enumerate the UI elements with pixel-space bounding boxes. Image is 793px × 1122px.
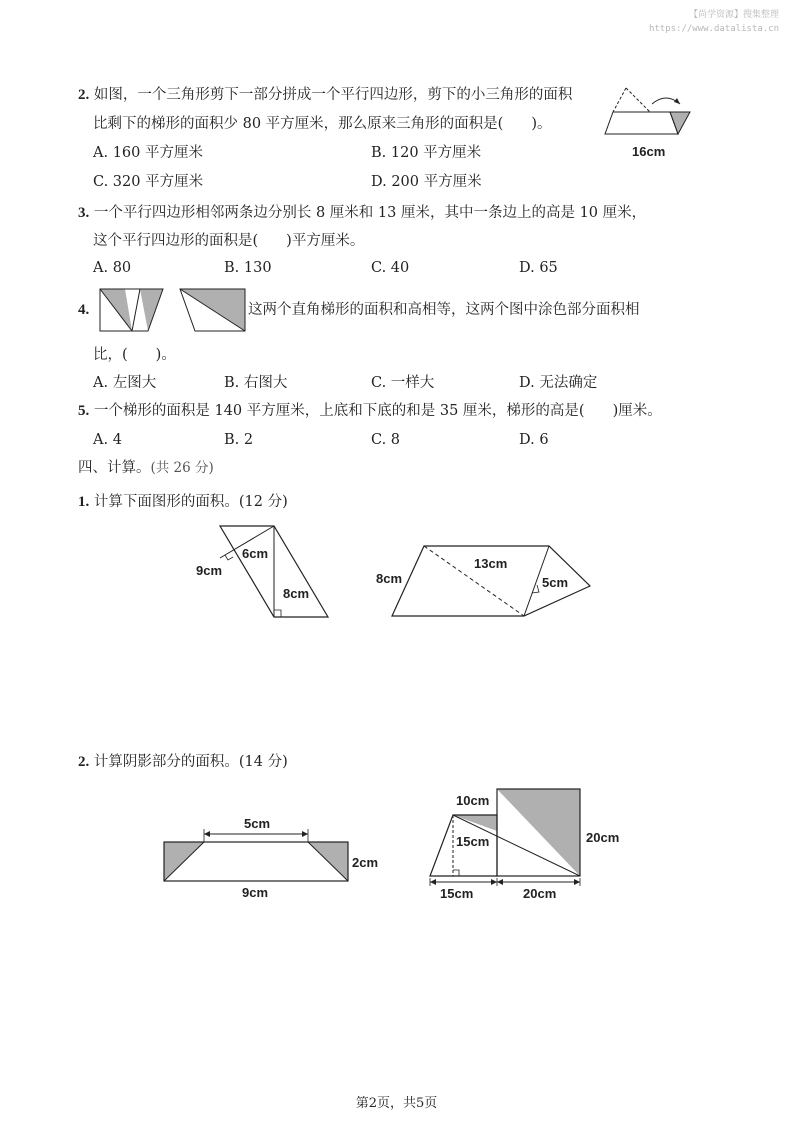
calc2-label-10cm: 10cm [456, 793, 490, 808]
q4-option-a: A. 左图大 [93, 375, 157, 391]
calc1-label-8cm: 8cm [283, 586, 310, 601]
watermark-line1: 【尚学资源】搜集整理 [688, 10, 779, 20]
calc2-figure-square [420, 780, 640, 905]
calc2-label-20cm-side: 20cm [586, 830, 620, 845]
calc2-label-15cm-base: 15cm [440, 886, 474, 901]
calc1-label-5cm: 5cm [542, 575, 569, 590]
calc2-label-2cm: 2cm [352, 855, 379, 870]
calc1-label-6cm: 6cm [242, 546, 269, 561]
q4-figures [95, 287, 255, 337]
q3-option-b: B. 130 [224, 260, 272, 276]
calc2-square-shaded [497, 789, 580, 876]
calc1-line [78, 492, 288, 512]
q5-option-c: C. 8 [371, 432, 401, 448]
calc2-dim-arrow-1 [430, 879, 436, 885]
q2-number: 2. [78, 87, 90, 103]
q2-line2 [93, 114, 552, 134]
q2-option-c: C. 320 平方厘米 [93, 174, 204, 190]
calc1-figure-trapezoid [374, 540, 594, 620]
q2-dashed-left [613, 88, 626, 112]
q2-line1 [78, 85, 572, 105]
q4-option-d: D. 无法确定 [519, 375, 598, 391]
calc2-right-angle [453, 870, 459, 876]
calc2-number: 2. [78, 754, 90, 770]
watermark [649, 8, 779, 36]
watermark-line2: https://www.datalista.cn [648, 24, 779, 34]
calc1-label-9cm: 9cm [196, 563, 223, 578]
calc1-label-8cm-b: 8cm [376, 571, 403, 586]
q4-line2 [93, 345, 176, 365]
calc1-number: 1. [78, 494, 90, 510]
q4-text-line2: 比，( [93, 347, 128, 363]
q3-line2 [93, 231, 364, 251]
section4-heading [78, 458, 214, 478]
q3-option-a: A. 80 [93, 260, 132, 276]
calc2-dim-arrow-2 [491, 879, 497, 885]
q3-number: 3. [78, 205, 90, 221]
calc2-small-shaded [453, 815, 497, 831]
q2-label-16cm: 16cm [632, 144, 666, 159]
q4-left-line-b [132, 289, 140, 331]
calc1-right-angle-2 [274, 610, 281, 617]
calc2-label-5cm: 5cm [244, 816, 271, 831]
calc2-dim-arrow-4 [574, 879, 580, 885]
calc2-figure-rectangle [158, 812, 388, 902]
q2-option-d: D. 200 平方厘米 [371, 174, 482, 190]
q2-text-line2: 比剩下的梯形的面积少 80 平方厘米，那么原来三角形的面积是( [93, 116, 504, 132]
calc2-dim-arrow-l [204, 831, 210, 837]
q2-cut-triangle [670, 112, 690, 134]
q3-text-line2-end: )平方厘米。 [286, 233, 365, 249]
calc2-text: 计算阴影部分的面积。(14 分) [93, 754, 288, 770]
q2-trapezoid [605, 112, 678, 134]
calc2-label-15cm-h: 15cm [456, 834, 490, 849]
q2-text-line1: 如图，一个三角形剪下一部分拼成一个平行四边形，剪下的小三角形的面积 [93, 87, 573, 103]
q5-option-d: D. 6 [519, 432, 549, 448]
q3-option-c: C. 40 [371, 260, 410, 276]
q4-text-line2-end: )。 [155, 347, 176, 363]
q4-number: 4. [78, 302, 90, 318]
q4-number-wrap [78, 300, 89, 320]
calc1-label-13cm: 13cm [474, 556, 508, 571]
q3-option-d: D. 65 [519, 260, 558, 276]
q5-text-line1: 一个梯形的面积是 140 平方厘米，上底和下底的和是 35 厘米，梯形的高是( [93, 403, 585, 419]
calc1-figure-parallelogram [190, 520, 340, 625]
calc2-label-9cm: 9cm [242, 885, 269, 900]
calc1-right-angle-1 [225, 555, 233, 560]
q3-text-line2: 这个平行四边形的面积是( [93, 233, 259, 249]
q4-option-c: C. 一样大 [371, 375, 435, 391]
section4-points: (共 26 分) [150, 460, 214, 476]
q5-option-a: A. 4 [93, 432, 122, 448]
calc2-dim-arrow-r [302, 831, 308, 837]
q3-line1 [78, 203, 646, 223]
calc2-label-20cm-base: 20cm [523, 886, 557, 901]
section4-title: 四、计算。 [78, 460, 151, 476]
q2-dashed-right [626, 88, 650, 112]
calc1-text: 计算下面图形的面积。(12 分) [93, 494, 288, 510]
q5-line1 [78, 401, 662, 421]
q3-text-line1: 一个平行四边形相邻两条边分别长 8 厘米和 13 厘米，其中一条边上的高是 10 厘米， [93, 205, 647, 221]
calc2-dim-arrow-3 [497, 879, 503, 885]
q2-figure [600, 78, 700, 168]
page-footer: 第2页，共5页 [355, 1096, 438, 1111]
q5-number: 5. [78, 403, 90, 419]
q2-arrow-head [674, 98, 680, 104]
q4-option-b: B. 右图大 [224, 375, 288, 391]
q5-option-b: B. 2 [224, 432, 254, 448]
q4-left-shading-2 [140, 289, 163, 331]
q5-text-line1-end: )厘米。 [612, 403, 662, 419]
q2-option-a: A. 160 平方厘米 [93, 145, 203, 161]
q4-text-line1: 这两个直角梯形的面积和高相等，这两个图中涂色部分面积相 [248, 302, 640, 318]
q2-option-b: B. 120 平方厘米 [371, 145, 482, 161]
q2-text-line2-end: )。 [531, 116, 552, 132]
calc2-line [78, 752, 288, 772]
